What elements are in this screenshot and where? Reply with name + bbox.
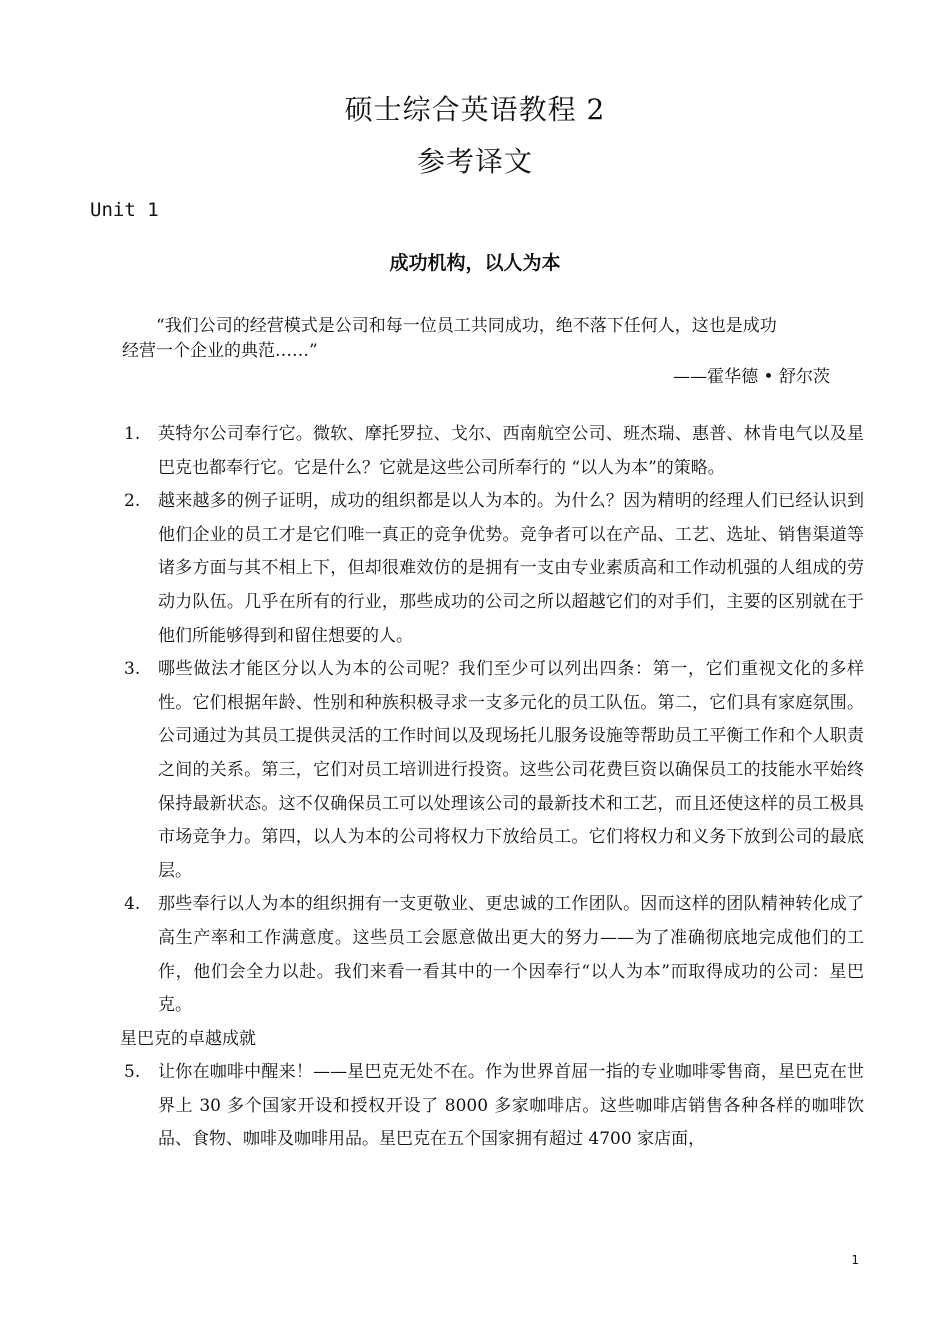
paragraph-number: 2. — [124, 491, 141, 512]
paragraph-5 — [122, 1056, 864, 1157]
document-title: 硕士综合英语教程 2 — [344, 93, 606, 126]
paragraph-number: 1. — [124, 424, 141, 444]
section-heading: 成功机构，以人为本 — [389, 252, 561, 274]
paragraph-list — [122, 418, 864, 1157]
paragraph-text: 英特尔公司奉行它。微软、摩托罗拉、戈尔、西南航空公司、班杰瑞、惠普、林肯电气以及星巴克也都奉行它。它是什么？它就是这些公司所奉行的 “以人为本”的策略。 — [158, 424, 864, 478]
quote-line-2: 经营一个企业的典范……” — [122, 341, 318, 361]
unit-label: Unit 1 — [90, 199, 159, 221]
paragraph-text: 那些奉行以人为本的组织拥有一支更敬业、更忠诚的工作团队。因而这样的团队精神转化成了高生产率和工作满意度。这些员工会愿意做出更大的努力——为了准确彻底地完成他们的工作，他们会全力以赴。我们来看一看其中的一个因奉行“以人为本”而取得成功的公司：星巴克。 — [158, 894, 864, 1016]
paragraph-number: 3. — [124, 659, 141, 680]
quote-attribution: ——霍华德 • 舒尔茨 — [673, 367, 830, 387]
paragraph-2 — [122, 485, 864, 653]
paragraph-4 — [122, 888, 864, 1022]
document-subtitle: 参考译文 — [416, 145, 533, 178]
paragraph-3 — [122, 653, 864, 888]
quote-line-1: “我们公司的经营模式是公司和每一位员工共同成功，绝不落下任何人，这也是成功 — [156, 316, 777, 336]
subsection-heading: 星巴克的卓越成就 — [120, 1028, 256, 1049]
paragraph-number: 4. — [124, 894, 141, 915]
paragraph-1 — [122, 418, 864, 485]
page-number: 1 — [851, 1253, 859, 1267]
epigraph-quote — [122, 314, 864, 364]
paragraph-number: 5. — [124, 1062, 141, 1083]
paragraph-text: 越来越多的例子证明，成功的组织都是以人为本的。为什么？因为精明的经理人们已经认识到他们企业的员工才是它们唯一真正的竞争优势。竞争者可以在产品、工艺、选址、销售渠道等诸多方面与其不相上下，但却很难效仿的是拥有一支由专业素质高和工作动机强的人组成的劳动力队伍。几乎在所有的行业，那些成功的公司之所以超越它们的对手们，主要的区别就在于他们所能够得到和留住想要的人。 — [158, 491, 864, 646]
paragraph-text: 让你在咖啡中醒来！——星巴克无处不在。作为世界首屈一指的专业咖啡零售商，星巴克在世界上 30 多个国家开设和授权开设了 8000 多家咖啡店。这些咖啡店销售各种各样的咖啡饮品、食物、咖啡及咖啡用品。星巴克在五个国家拥有超过 4700 家店面， — [158, 1062, 864, 1150]
paragraph-text: 哪些做法才能区分以人为本的公司呢？我们至少可以列出四条：第一，它们重视文化的多样性。它们根据年龄、性别和种族积极寻求一支多元化的员工队伍。第二，它们具有家庭氛围。公司通过为其员工提供灵活的工作时间以及现场托儿服务设施等帮助员工平衡工作和个人职责之间的关系。第三，它们对员工培训进行投资。这些公司花费巨资以确保员工的技能水平始终保持最新状态。这不仅确保员工可以处理该公司的最新技术和工艺，而且还使这样的员工极具市场竞争力。第四，以人为本的公司将权力下放给员工。它们将权力和义务下放到公司的最底层。 — [158, 659, 864, 881]
